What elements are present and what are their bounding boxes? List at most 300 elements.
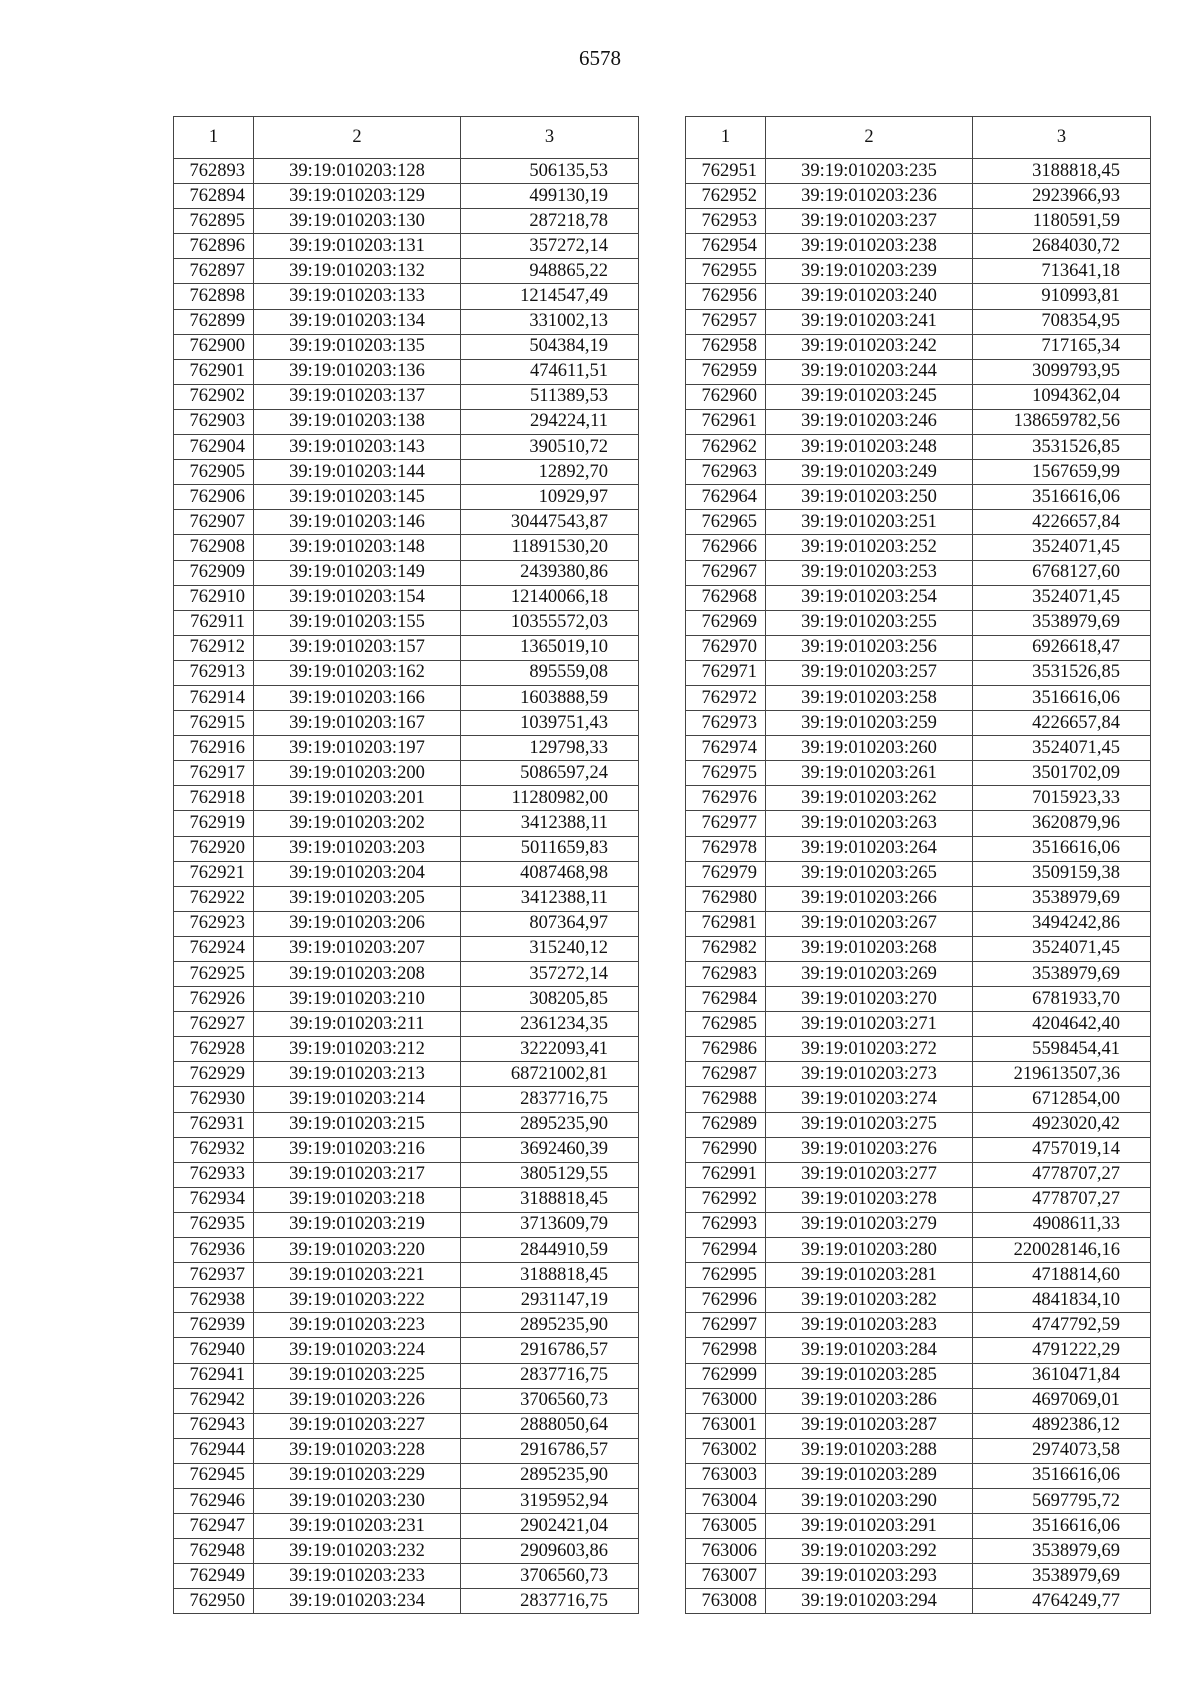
column-header-cadastral: 2 [254, 117, 461, 159]
cell-cadastral-number: 39:19:010203:219 [254, 1212, 461, 1237]
cell-value: 2895235,90 [461, 1112, 639, 1137]
table-row [686, 861, 1151, 886]
cell-cadastral-number: 39:19:010203:149 [254, 560, 461, 585]
table-row [686, 1037, 1151, 1062]
cell-number: 762911 [174, 610, 254, 635]
table-row [174, 510, 639, 535]
table-row [174, 635, 639, 660]
cell-value: 2361234,35 [461, 1012, 639, 1037]
cell-cadastral-number: 39:19:010203:232 [254, 1539, 461, 1564]
cell-cadastral-number: 39:19:010203:289 [766, 1463, 973, 1488]
cell-number: 763005 [686, 1514, 766, 1539]
cell-value: 4791222,29 [973, 1338, 1151, 1363]
table-row [686, 284, 1151, 309]
cell-number: 762993 [686, 1212, 766, 1237]
table-row [686, 1438, 1151, 1463]
cell-number: 762989 [686, 1112, 766, 1137]
column-header-number: 1 [686, 117, 766, 159]
cell-value: 3620879,96 [973, 811, 1151, 836]
table-row [686, 987, 1151, 1012]
cell-value: 4778707,27 [973, 1187, 1151, 1212]
cell-value: 3610471,84 [973, 1363, 1151, 1388]
cell-value: 3188818,45 [973, 159, 1151, 184]
cell-number: 762971 [686, 660, 766, 685]
table-row [686, 1187, 1151, 1212]
cell-value: 4697069,01 [973, 1388, 1151, 1413]
cell-cadastral-number: 39:19:010203:207 [254, 936, 461, 961]
cell-cadastral-number: 39:19:010203:269 [766, 962, 973, 987]
table-row [686, 1589, 1151, 1614]
cell-cadastral-number: 39:19:010203:129 [254, 184, 461, 209]
table-row [686, 585, 1151, 610]
cell-cadastral-number: 39:19:010203:260 [766, 736, 973, 761]
cell-value: 4747792,59 [973, 1313, 1151, 1338]
table-row [174, 485, 639, 510]
cell-number: 762940 [174, 1338, 254, 1363]
cell-cadastral-number: 39:19:010203:215 [254, 1112, 461, 1137]
cell-number: 762970 [686, 635, 766, 660]
cell-number: 762984 [686, 987, 766, 1012]
cell-number: 762942 [174, 1388, 254, 1413]
table-row [174, 460, 639, 485]
registry-table-right [685, 116, 1151, 1614]
cell-number: 762939 [174, 1313, 254, 1338]
cell-number: 762968 [686, 585, 766, 610]
table-row [686, 1012, 1151, 1037]
table-row [174, 936, 639, 961]
cell-number: 762975 [686, 761, 766, 786]
table-row [686, 409, 1151, 434]
table-row [174, 435, 639, 460]
cell-value: 2923966,93 [973, 184, 1151, 209]
cell-value: 2684030,72 [973, 234, 1151, 259]
cell-number: 762923 [174, 911, 254, 936]
cell-value: 2844910,59 [461, 1238, 639, 1263]
cell-cadastral-number: 39:19:010203:237 [766, 209, 973, 234]
cell-number: 762951 [686, 159, 766, 184]
table-row [174, 685, 639, 710]
cell-value: 717165,34 [973, 334, 1151, 359]
cell-value: 3531526,85 [973, 435, 1151, 460]
cell-number: 763003 [686, 1463, 766, 1488]
table-row [174, 309, 639, 334]
cell-value: 3516616,06 [973, 1514, 1151, 1539]
table-row [174, 384, 639, 409]
cell-number: 762896 [174, 234, 254, 259]
table-row [174, 409, 639, 434]
cell-number: 762930 [174, 1087, 254, 1112]
cell-cadastral-number: 39:19:010203:278 [766, 1187, 973, 1212]
cell-number: 762910 [174, 585, 254, 610]
cell-value: 4226657,84 [973, 510, 1151, 535]
cell-value: 5086597,24 [461, 761, 639, 786]
table-row [174, 811, 639, 836]
table-row [686, 485, 1151, 510]
cell-value: 5697795,72 [973, 1488, 1151, 1513]
cell-cadastral-number: 39:19:010203:265 [766, 861, 973, 886]
cell-value: 2895235,90 [461, 1463, 639, 1488]
cell-value: 30447543,87 [461, 510, 639, 535]
cell-number: 762928 [174, 1037, 254, 1062]
cell-number: 762958 [686, 334, 766, 359]
cell-cadastral-number: 39:19:010203:240 [766, 284, 973, 309]
table-row [686, 1263, 1151, 1288]
cell-value: 506135,53 [461, 159, 639, 184]
cell-value: 6768127,60 [973, 560, 1151, 585]
table-row [686, 811, 1151, 836]
cell-number: 762947 [174, 1514, 254, 1539]
cell-number: 762983 [686, 962, 766, 987]
cell-number: 763000 [686, 1388, 766, 1413]
cell-number: 762949 [174, 1564, 254, 1589]
cell-value: 2931147,19 [461, 1288, 639, 1313]
table-row [686, 1087, 1151, 1112]
cell-number: 762945 [174, 1463, 254, 1488]
cell-value: 11280982,00 [461, 786, 639, 811]
cell-value: 1365019,10 [461, 635, 639, 660]
table-row [174, 1062, 639, 1087]
cell-number: 762901 [174, 359, 254, 384]
cell-value: 713641,18 [973, 259, 1151, 284]
cell-number: 763006 [686, 1539, 766, 1564]
cell-value: 2916786,57 [461, 1338, 639, 1363]
cell-cadastral-number: 39:19:010203:155 [254, 610, 461, 635]
cell-number: 762899 [174, 309, 254, 334]
cell-number: 762982 [686, 936, 766, 961]
cell-cadastral-number: 39:19:010203:272 [766, 1037, 973, 1062]
table-body [174, 159, 639, 1614]
table-row [686, 635, 1151, 660]
cell-number: 762959 [686, 359, 766, 384]
table-row [686, 259, 1151, 284]
table-row [686, 334, 1151, 359]
cell-value: 807364,97 [461, 911, 639, 936]
cell-value: 7015923,33 [973, 786, 1151, 811]
cell-number: 762979 [686, 861, 766, 886]
column-header-value: 3 [461, 117, 639, 159]
table-row [686, 1313, 1151, 1338]
cell-cadastral-number: 39:19:010203:294 [766, 1589, 973, 1614]
table-row [174, 1162, 639, 1187]
cell-cadastral-number: 39:19:010203:218 [254, 1187, 461, 1212]
table-row [686, 1413, 1151, 1438]
cell-cadastral-number: 39:19:010203:230 [254, 1488, 461, 1513]
cell-number: 762917 [174, 761, 254, 786]
cell-number: 762950 [174, 1589, 254, 1614]
table-row [686, 359, 1151, 384]
cell-cadastral-number: 39:19:010203:206 [254, 911, 461, 936]
table-row [686, 685, 1151, 710]
cell-number: 762906 [174, 485, 254, 510]
table-row [174, 1087, 639, 1112]
cell-value: 3509159,38 [973, 861, 1151, 886]
cell-cadastral-number: 39:19:010203:288 [766, 1438, 973, 1463]
cell-cadastral-number: 39:19:010203:212 [254, 1037, 461, 1062]
cell-value: 499130,19 [461, 184, 639, 209]
cell-value: 2909603,86 [461, 1539, 639, 1564]
table-row [174, 1438, 639, 1463]
cell-cadastral-number: 39:19:010203:259 [766, 711, 973, 736]
table-row [174, 1313, 639, 1338]
cell-value: 708354,95 [973, 309, 1151, 334]
table-body [686, 159, 1151, 1614]
cell-cadastral-number: 39:19:010203:220 [254, 1238, 461, 1263]
cell-cadastral-number: 39:19:010203:223 [254, 1313, 461, 1338]
header-row [686, 117, 1151, 159]
cell-cadastral-number: 39:19:010203:280 [766, 1238, 973, 1263]
cell-number: 762895 [174, 209, 254, 234]
cell-value: 138659782,56 [973, 409, 1151, 434]
cell-value: 315240,12 [461, 936, 639, 961]
cell-cadastral-number: 39:19:010203:131 [254, 234, 461, 259]
table-row [174, 1012, 639, 1037]
table-row [174, 1488, 639, 1513]
cell-number: 762963 [686, 460, 766, 485]
cell-cadastral-number: 39:19:010203:228 [254, 1438, 461, 1463]
cell-value: 3692460,39 [461, 1137, 639, 1162]
cell-value: 3099793,95 [973, 359, 1151, 384]
table-row [174, 1112, 639, 1137]
table-row [174, 1238, 639, 1263]
cell-number: 762922 [174, 886, 254, 911]
column-header-value: 3 [973, 117, 1151, 159]
cell-value: 2895235,90 [461, 1313, 639, 1338]
cell-cadastral-number: 39:19:010203:130 [254, 209, 461, 234]
table-row [686, 1137, 1151, 1162]
cell-number: 762991 [686, 1162, 766, 1187]
cell-value: 3538979,69 [973, 886, 1151, 911]
table-row [174, 1137, 639, 1162]
cell-value: 3538979,69 [973, 962, 1151, 987]
table-row [174, 610, 639, 635]
table-row [686, 1238, 1151, 1263]
cell-cadastral-number: 39:19:010203:138 [254, 409, 461, 434]
table-row [174, 861, 639, 886]
cell-value: 4778707,27 [973, 1162, 1151, 1187]
cell-cadastral-number: 39:19:010203:134 [254, 309, 461, 334]
table-row [686, 1564, 1151, 1589]
cell-cadastral-number: 39:19:010203:250 [766, 485, 973, 510]
table-row [686, 159, 1151, 184]
cell-number: 762966 [686, 535, 766, 560]
table-row [686, 761, 1151, 786]
cell-cadastral-number: 39:19:010203:233 [254, 1564, 461, 1589]
table-row [686, 1539, 1151, 1564]
cell-value: 10929,97 [461, 485, 639, 510]
cell-number: 762893 [174, 159, 254, 184]
cell-value: 331002,13 [461, 309, 639, 334]
cell-cadastral-number: 39:19:010203:239 [766, 259, 973, 284]
cell-number: 762929 [174, 1062, 254, 1087]
cell-number: 762996 [686, 1288, 766, 1313]
table-row [174, 284, 639, 309]
cell-value: 3516616,06 [973, 485, 1151, 510]
cell-number: 762907 [174, 510, 254, 535]
cell-number: 762943 [174, 1413, 254, 1438]
cell-cadastral-number: 39:19:010203:202 [254, 811, 461, 836]
cell-value: 4841834,10 [973, 1288, 1151, 1313]
cell-value: 3412388,11 [461, 811, 639, 836]
table-row [174, 159, 639, 184]
cell-value: 129798,33 [461, 736, 639, 761]
cell-number: 762965 [686, 510, 766, 535]
cell-value: 3524071,45 [973, 535, 1151, 560]
cell-value: 220028146,16 [973, 1238, 1151, 1263]
cell-number: 762935 [174, 1212, 254, 1237]
cell-cadastral-number: 39:19:010203:258 [766, 685, 973, 710]
cell-cadastral-number: 39:19:010203:234 [254, 1589, 461, 1614]
cell-value: 3516616,06 [973, 685, 1151, 710]
table-row [686, 1112, 1151, 1137]
cell-cadastral-number: 39:19:010203:145 [254, 485, 461, 510]
cell-number: 762956 [686, 284, 766, 309]
table-row [686, 184, 1151, 209]
table-row [174, 1514, 639, 1539]
cell-value: 4204642,40 [973, 1012, 1151, 1037]
cell-value: 2439380,86 [461, 560, 639, 585]
cell-value: 4892386,12 [973, 1413, 1151, 1438]
cell-number: 762912 [174, 635, 254, 660]
cell-number: 762937 [174, 1263, 254, 1288]
cell-cadastral-number: 39:19:010203:210 [254, 987, 461, 1012]
cell-number: 762998 [686, 1338, 766, 1363]
cell-cadastral-number: 39:19:010203:225 [254, 1363, 461, 1388]
cell-value: 2902421,04 [461, 1514, 639, 1539]
cell-value: 3713609,79 [461, 1212, 639, 1237]
cell-number: 762978 [686, 836, 766, 861]
cell-number: 762946 [174, 1488, 254, 1513]
table-row [174, 1263, 639, 1288]
cell-cadastral-number: 39:19:010203:286 [766, 1388, 973, 1413]
table-row [686, 510, 1151, 535]
cell-number: 762931 [174, 1112, 254, 1137]
table-row [174, 1564, 639, 1589]
cell-cadastral-number: 39:19:010203:211 [254, 1012, 461, 1037]
table-row [174, 911, 639, 936]
cell-value: 2837716,75 [461, 1087, 639, 1112]
cell-cadastral-number: 39:19:010203:270 [766, 987, 973, 1012]
table-row [174, 1388, 639, 1413]
cell-cadastral-number: 39:19:010203:277 [766, 1162, 973, 1187]
cell-cadastral-number: 39:19:010203:291 [766, 1514, 973, 1539]
cell-number: 762925 [174, 962, 254, 987]
table-row [174, 836, 639, 861]
cell-number: 762967 [686, 560, 766, 585]
table-row [686, 1288, 1151, 1313]
cell-number: 762898 [174, 284, 254, 309]
cell-cadastral-number: 39:19:010203:231 [254, 1514, 461, 1539]
cell-cadastral-number: 39:19:010203:271 [766, 1012, 973, 1037]
cell-cadastral-number: 39:19:010203:276 [766, 1137, 973, 1162]
cell-cadastral-number: 39:19:010203:264 [766, 836, 973, 861]
cell-cadastral-number: 39:19:010203:132 [254, 259, 461, 284]
cell-number: 762962 [686, 435, 766, 460]
cell-value: 10355572,03 [461, 610, 639, 635]
cell-number: 762920 [174, 836, 254, 861]
table-row [686, 836, 1151, 861]
table-row [686, 786, 1151, 811]
table-row [686, 911, 1151, 936]
cell-cadastral-number: 39:19:010203:256 [766, 635, 973, 660]
cell-cadastral-number: 39:19:010203:135 [254, 334, 461, 359]
cell-number: 762914 [174, 685, 254, 710]
cell-value: 6712854,00 [973, 1087, 1151, 1112]
cell-value: 4087468,98 [461, 861, 639, 886]
cell-number: 762977 [686, 811, 766, 836]
cell-cadastral-number: 39:19:010203:221 [254, 1263, 461, 1288]
cell-number: 762969 [686, 610, 766, 635]
cell-value: 3188818,45 [461, 1263, 639, 1288]
cell-value: 3538979,69 [973, 1564, 1151, 1589]
cell-cadastral-number: 39:19:010203:146 [254, 510, 461, 535]
column-header-number: 1 [174, 117, 254, 159]
table-row [686, 309, 1151, 334]
cell-cadastral-number: 39:19:010203:238 [766, 234, 973, 259]
table-row [686, 886, 1151, 911]
cell-number: 762905 [174, 460, 254, 485]
table-row [174, 1338, 639, 1363]
table-row [686, 209, 1151, 234]
table-row [174, 1539, 639, 1564]
cell-cadastral-number: 39:19:010203:252 [766, 535, 973, 560]
cell-number: 762932 [174, 1137, 254, 1162]
cell-cadastral-number: 39:19:010203:200 [254, 761, 461, 786]
cell-number: 762952 [686, 184, 766, 209]
column-header-cadastral: 2 [766, 117, 973, 159]
cell-value: 4757019,14 [973, 1137, 1151, 1162]
cell-value: 2916786,57 [461, 1438, 639, 1463]
cell-cadastral-number: 39:19:010203:204 [254, 861, 461, 886]
table-row [174, 1288, 639, 1313]
cell-number: 762973 [686, 711, 766, 736]
cell-value: 6926618,47 [973, 635, 1151, 660]
cell-number: 763001 [686, 1413, 766, 1438]
table-row [174, 711, 639, 736]
cell-cadastral-number: 39:19:010203:222 [254, 1288, 461, 1313]
table-row [686, 1488, 1151, 1513]
cell-number: 762988 [686, 1087, 766, 1112]
cell-cadastral-number: 39:19:010203:167 [254, 711, 461, 736]
table-row [686, 1212, 1151, 1237]
table-row [686, 460, 1151, 485]
cell-value: 11891530,20 [461, 535, 639, 560]
table-row [174, 184, 639, 209]
table-row [686, 1062, 1151, 1087]
table-row [174, 987, 639, 1012]
cell-cadastral-number: 39:19:010203:279 [766, 1212, 973, 1237]
cell-cadastral-number: 39:19:010203:203 [254, 836, 461, 861]
cell-value: 3524071,45 [973, 936, 1151, 961]
cell-value: 3538979,69 [973, 610, 1151, 635]
table-row [174, 660, 639, 685]
cell-value: 6781933,70 [973, 987, 1151, 1012]
table-row [686, 660, 1151, 685]
table-row [174, 560, 639, 585]
table-row [174, 736, 639, 761]
table-row [686, 384, 1151, 409]
cell-value: 3706560,73 [461, 1564, 639, 1589]
cell-number: 762908 [174, 535, 254, 560]
cell-value: 3805129,55 [461, 1162, 639, 1187]
cell-value: 2837716,75 [461, 1363, 639, 1388]
table-row [686, 560, 1151, 585]
cell-value: 357272,14 [461, 234, 639, 259]
cell-cadastral-number: 39:19:010203:262 [766, 786, 973, 811]
cell-cadastral-number: 39:19:010203:213 [254, 1062, 461, 1087]
cell-value: 3531526,85 [973, 660, 1151, 685]
table-row [174, 585, 639, 610]
table-row [174, 359, 639, 384]
